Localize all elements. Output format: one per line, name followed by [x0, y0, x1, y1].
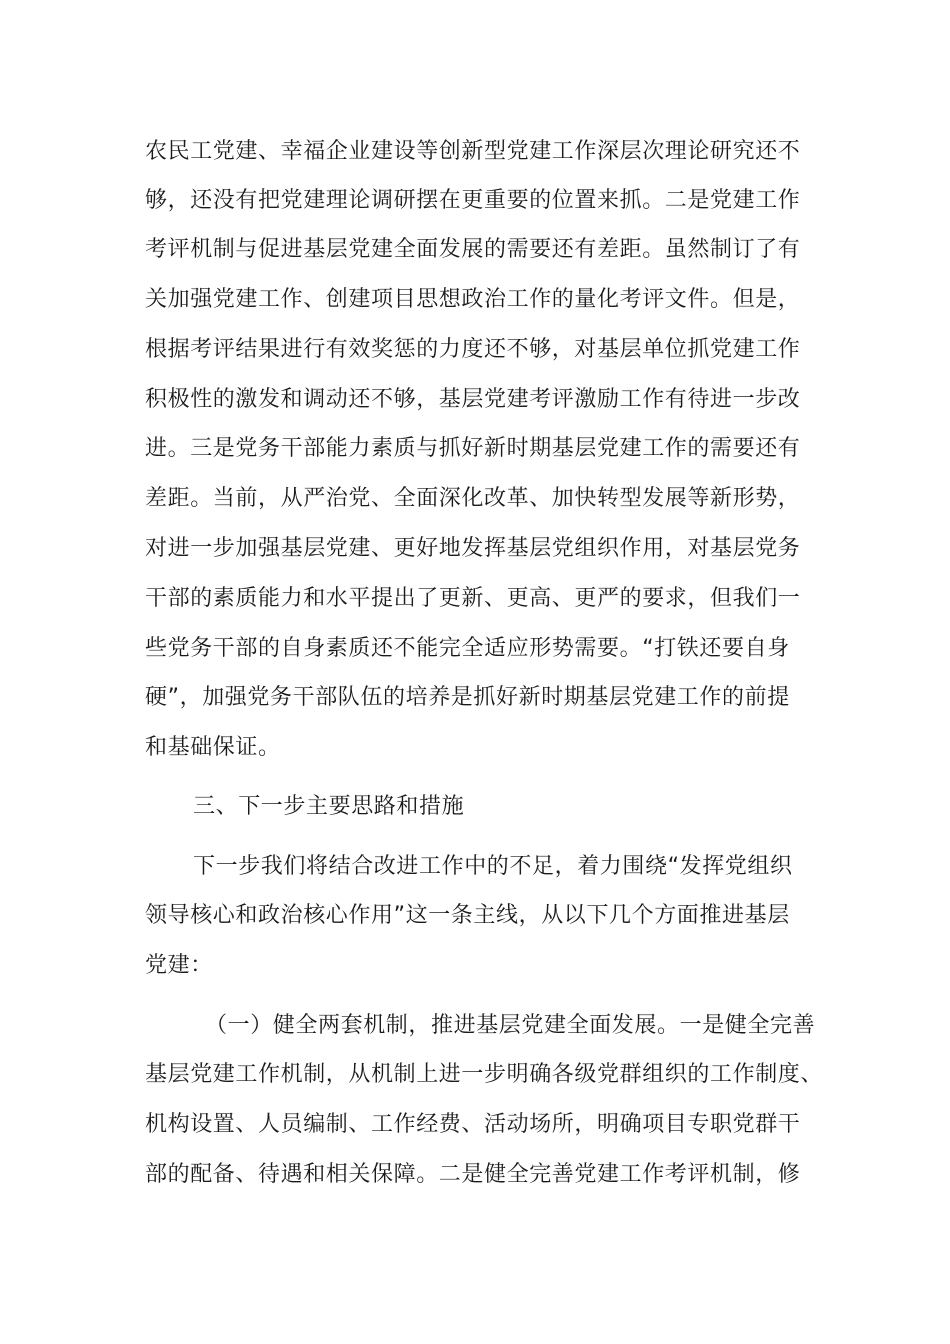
text-line: 基层党建工作机制，从机制上进一步明确各级党群组织的工作制度、: [145, 1062, 824, 1087]
text-line: 关加强党建工作、创建项目思想政治工作的量化考评文件。但是，: [145, 287, 801, 312]
text-line: 些党务干部的自身素质还不能完全适应形势需要。“打铁还要自身: [145, 636, 790, 661]
text-line: 党建：: [145, 953, 213, 978]
text-line: 差距。当前，从严治党、全面深化改革、加快转型发展等新形势，: [145, 486, 801, 511]
text-line: 根据考评结果进行有效奖惩的力度还不够，对基层单位抓党建工作: [145, 337, 801, 362]
text-line: 对进一步加强基层党建、更好地发挥基层党组织作用，对基层党务: [145, 536, 801, 561]
text-line: 进。三是党务干部能力素质与抓好新时期基层党建工作的需要还有: [145, 436, 801, 461]
text-line: 硬”，加强党务干部队伍的培养是抓好新时期基层党建工作的前提: [145, 685, 790, 710]
text-line: 和基础保证。: [145, 735, 281, 760]
section-heading: 三、下一步主要思路和措施: [193, 794, 465, 819]
text-line: 下一步我们将结合改进工作中的不足，着力围绕“发挥党组织: [193, 854, 793, 879]
text-line: 领导核心和政治核心作用”这一条主线，从以下几个方面推进基层: [145, 903, 790, 928]
text-line: 积极性的激发和调动还不够，基层党建考评激励工作有待进一步改: [145, 387, 801, 412]
text-line: 部的配备、待遇和相关保障。二是健全完善党建工作考评机制，修: [145, 1162, 801, 1187]
text-line: 干部的素质能力和水平提出了更新、更高、更严的要求，但我们一: [145, 586, 801, 611]
text-line: 机构设置、人员编制、工作经费、活动场所，明确项目专职党群干: [145, 1112, 801, 1137]
subsection-heading: （一）健全两套机制，推进基层党建全面发展。一是健全完善: [205, 1013, 816, 1038]
text-line: 考评机制与促进基层党建全面发展的需要还有差距。虽然制订了有: [145, 237, 801, 262]
text-line: 够，还没有把党建理论调研摆在更重要的位置来抓。二是党建工作: [145, 188, 801, 213]
text-line: 农民工党建、幸福企业建设等创新型党建工作深层次理论研究还不: [145, 139, 801, 164]
